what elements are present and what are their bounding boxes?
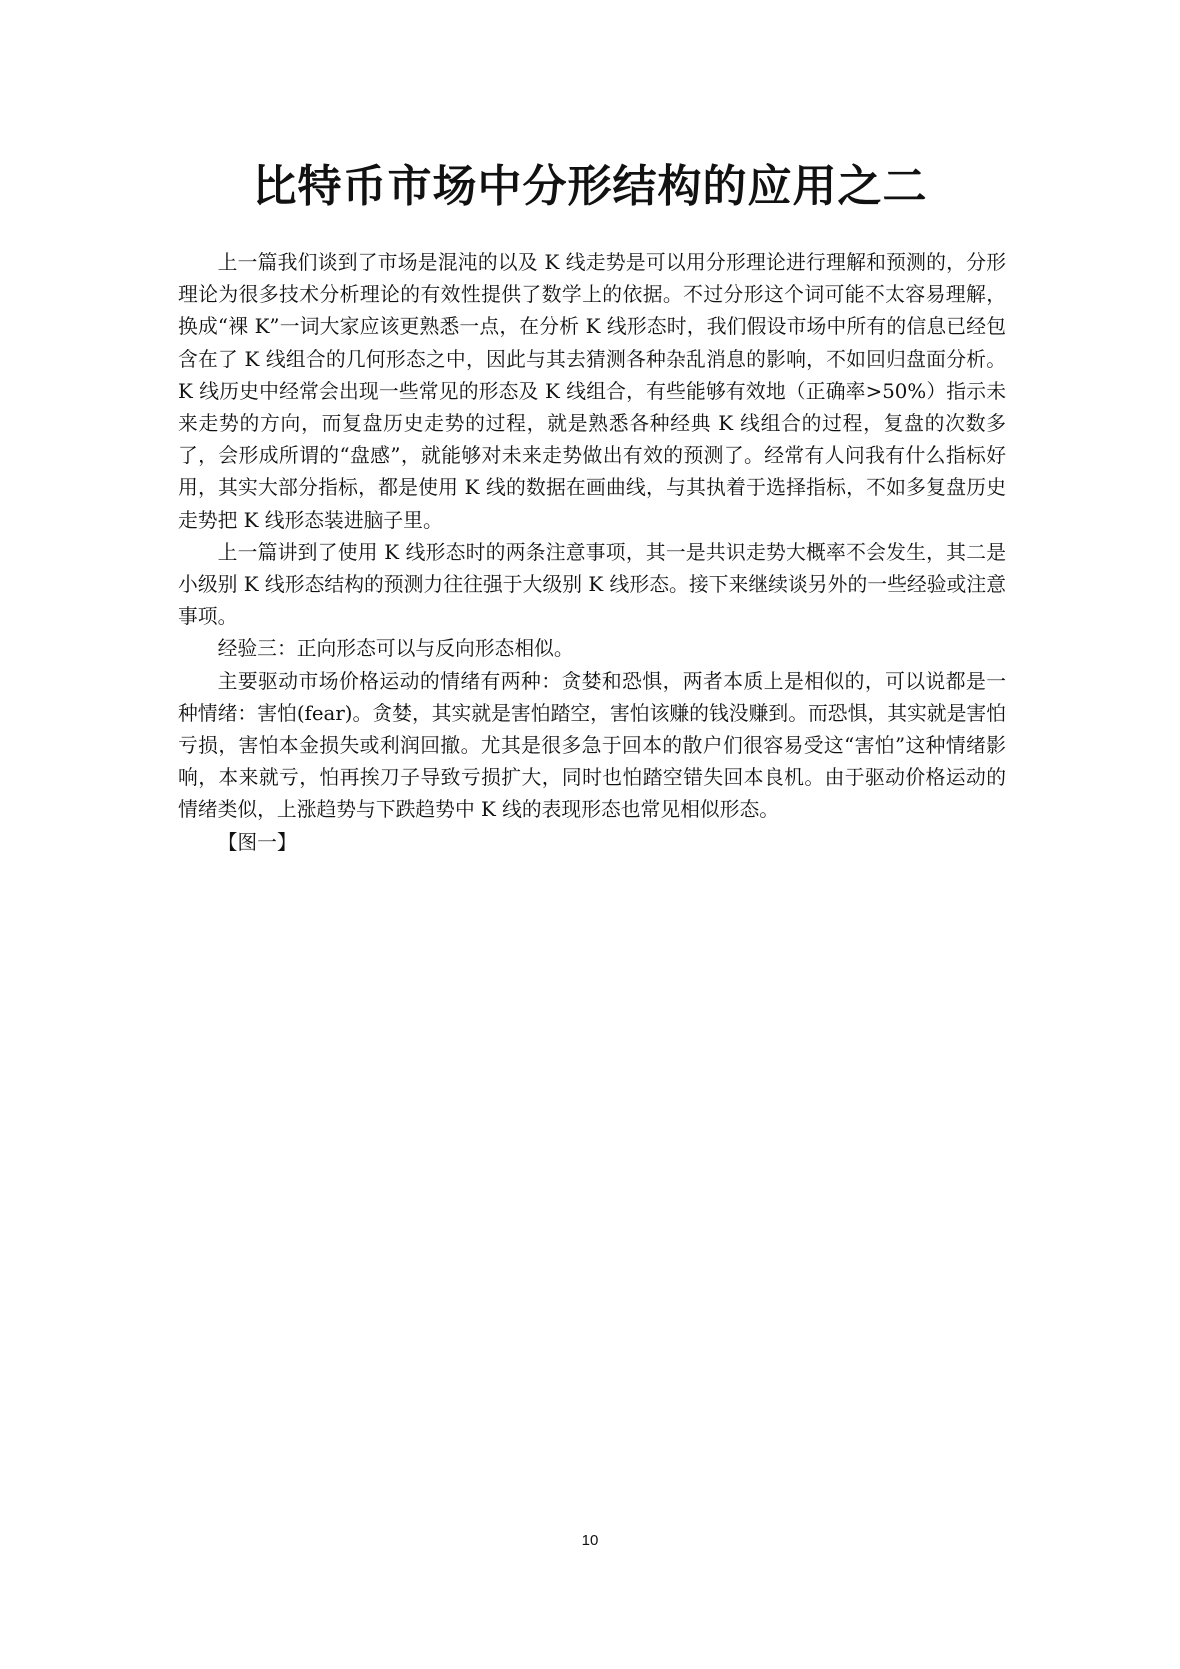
paragraph: 主要驱动市场价格运动的情绪有两种：贪婪和恐惧，两者本质上是相似的，可以说都是一种情绪：害怕(fear)。贪婪，其实就是害怕踏空，害怕该赚的钱没赚到。而恐惧，其实就是害怕亏损，害怕本金损失或利润回撤。尤其是很多急于回本的散户们很容易受这“害怕”这种情绪影响，本来就亏，怕再挨刀子导致亏损扩大，同时也怕踏空错失回本良机。由于驱动价格运动的情绪类似，上涨趋势与下跌趋势中 K 线的表现形态也常见相似形态。 xyxy=(178,669,1006,822)
page-number: 10 xyxy=(581,1532,599,1549)
figure-caption: 【图一】 xyxy=(217,830,297,854)
paragraph: 上一篇讲到了使用 K 线形态时的两条注意事项，其一是共识走势大概率不会发生，其二是小级别 K 线形态结构的预测力往往强于大级别 K 线形态。接下来继续谈另外的一些经验或注意事项。 xyxy=(178,540,1006,629)
paragraph: 上一篇我们谈到了市场是混沌的以及 K 线走势是可以用分形理论进行理解和预测的，分形理论为很多技术分析理论的有效性提供了数学上的依据。不过分形这个词可能不太容易理解，换成“裸 K”一词大家应该更熟悉一点，在分析 K 线形态时，我们假设市场中所有的信息已经包含在了 K 线组合的几何形态之中，因此与其去猜测各种杂乱消息的影响，不如回归盘面分析。K 线历史中经常会出现一些常见的形态及 K 线组合，有些能够有效地（正确率>50%）指示未来走势的方向，而复盘历史走势的过程，就是熟悉各种经典 K 线组合的过程，复盘的次数多了，会形成所谓的“盘感”，就能够对未来走势做出有效的预测了。经常有人问我有什么指标好用，其实大部分指标，都是使用 K 线的数据在画曲线，与其执着于选择指标，不如多复盘历史走势把 K 线形态装进脑子里。 xyxy=(178,251,1006,532)
page-title: 比特币市场中分形结构的应用之二 xyxy=(252,161,928,212)
paragraph: 经验三：正向形态可以与反向形态相似。 xyxy=(217,637,574,661)
article-body xyxy=(178,247,1006,859)
